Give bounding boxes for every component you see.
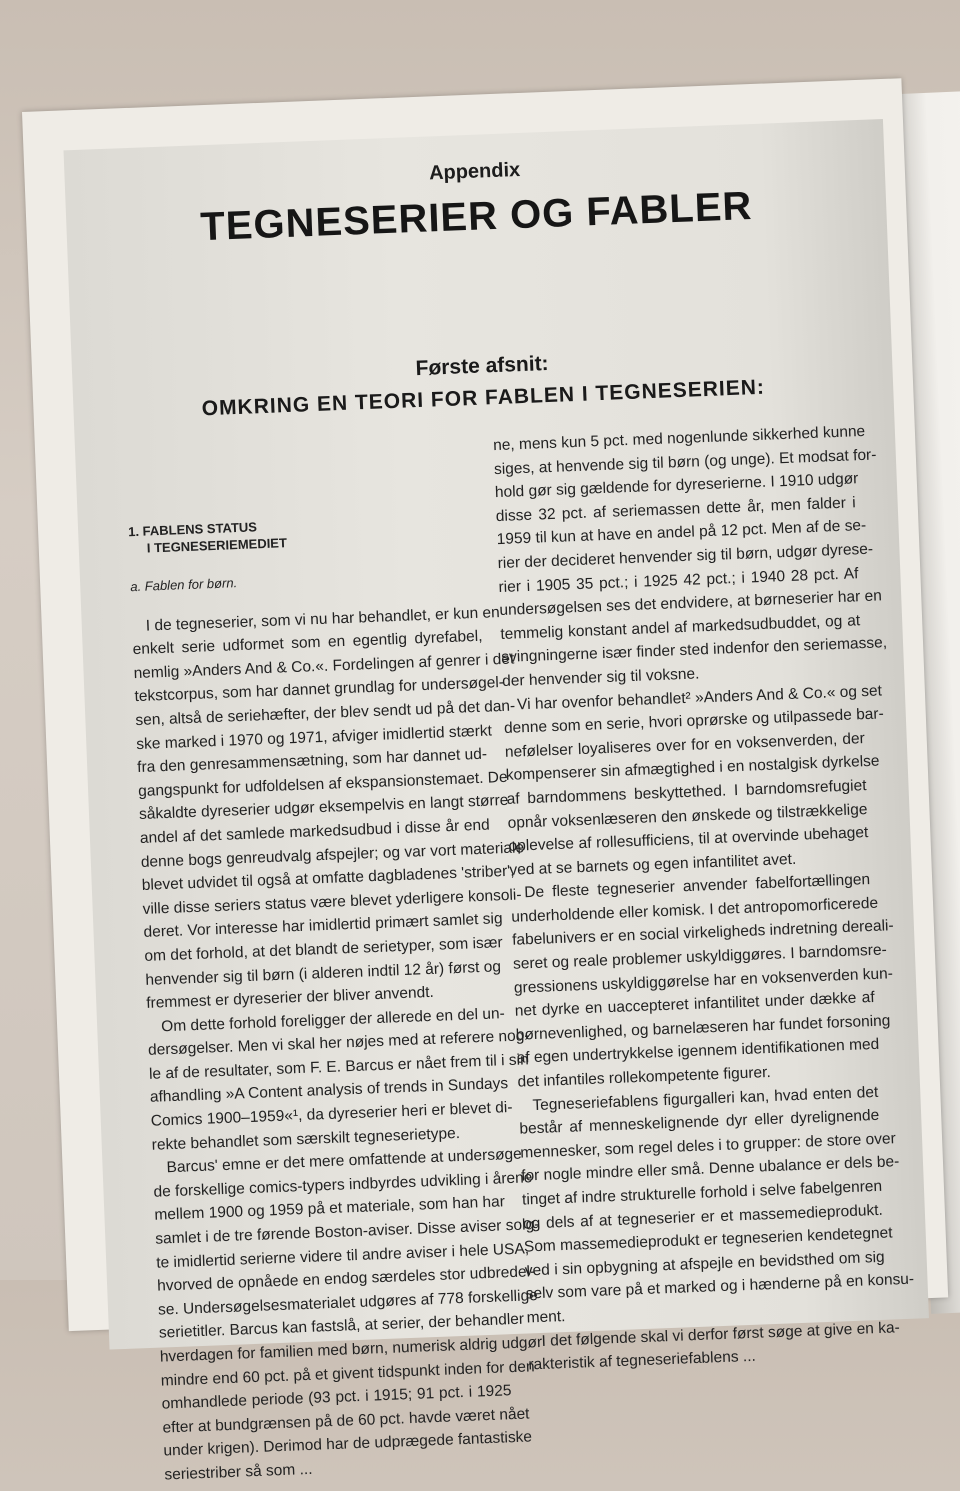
text-line: rekte behandlet som særskilt tegneserietype.: [151, 1124, 461, 1154]
text-line: I det følgende skal vi derfor først søge at give en ka-: [541, 1318, 901, 1350]
appendix-label: Appendix: [428, 158, 521, 185]
text-line: underholdende eller komisk. I det antropomorficerede: [510, 894, 879, 926]
text-line: og dels af at tegneserier er et massemedieprodukt.: [522, 1201, 884, 1233]
text-line: består af menneskelignende dyr eller dyrelignende: [519, 1107, 880, 1138]
text-line: enkelt serie udformet som en egentlig dyrefabel,: [132, 627, 483, 659]
text-line: Vi har ovenfor behandlet² »Anders And & Co.« og set: [516, 681, 883, 713]
text-line: dersøgelser. Men vi skal her nøjes med at referere nog-: [147, 1027, 530, 1060]
text-line: serietitler. Barcus kan fastslå, at serier, der behandler: [158, 1311, 525, 1343]
text-line: rakteristik af tegneseriefablens ...: [528, 1347, 757, 1374]
text-line: Om dette forhold foreligger der allerede en del un-: [160, 1004, 506, 1036]
text-line: seret og reale problemer uskyldiggøres. I barndomsre-: [512, 941, 888, 973]
page-title: TEGNESERIER OG FABLER: [199, 184, 754, 250]
text-line: denne bogs genreudvalg afspejler; og var vort materiale: [140, 838, 525, 871]
text-line: te imidlertid serierne videre til andre aviser i hele USA,: [155, 1240, 530, 1272]
text-line: nemlig »Anders And & Co.«. Fordelingen af genrer i det: [133, 650, 515, 682]
text-line: net dyrke en uaccepteret infantilitet under dække af: [514, 989, 875, 1020]
text-line: af egen undertrykkelse igennem identifikationen med: [516, 1036, 880, 1068]
paragraph: [147, 1002, 530, 1157]
text-line: om det forhold, at det blandt de serietyper, som især: [144, 934, 503, 965]
text-line: andel af det samlede markedsudbud i disse år end: [139, 816, 491, 847]
text-line: mindre end 60 pct. på et givent tidspunkt inden for den: [160, 1357, 535, 1390]
text-line: mellem 1900 og 1959 på et materiale, som han har: [154, 1193, 506, 1225]
text-line: gressionens uskyldiggørelse har en voksenverden kun-: [513, 964, 894, 997]
text-line: undersøgelsen ses det endvidere, at børneserier har en: [499, 587, 883, 620]
text-line: Comics 1900–1959«¹, da dyreserier heri er blevet di-: [150, 1098, 513, 1130]
text-line: fra den genresammensætning, som har dannet ud-: [136, 745, 488, 777]
text-line: af barndommens beskyttethed. I barndomsrefugiet: [506, 776, 867, 808]
chapter-heading-line2: I TEGNESERIEMEDIET: [146, 535, 288, 556]
text-line: ne, mens kun 5 pct. med nogenlunde sikkerhed kunne: [492, 422, 866, 455]
subsection-heading: a. Fablen for børn.: [130, 575, 238, 595]
text-line: tekstcorpus, som har dannet grundlag for undersøgel-: [134, 674, 505, 706]
section-heading: OMKRING EN TEORI FOR FABLEN I TEGNESERIEN:: [201, 375, 766, 421]
text-line: Barcus' emne er det mere omfattende at undersøge: [166, 1145, 523, 1177]
text-line: rier der decideret henvender sig til børn, udgør dyrese-: [497, 540, 874, 573]
text-line: seriestriber så som ...: [164, 1460, 313, 1484]
text-line: ved at se barnets og egen infantilitet avet.: [509, 850, 797, 879]
left-column: [127, 510, 543, 1487]
text-line: under krigen). Derimod har de udprægede fantastiske: [163, 1428, 533, 1460]
text-line: svingningerne især finder sted indenfor den seriemasse,: [500, 634, 888, 667]
text-line: disse 32 pct. af seriemassen dette år, men falder i: [495, 494, 856, 525]
text-line: henvender sig til børn (i alderen indtil 12 år) først og: [145, 957, 502, 989]
text-line: børnevenlighed, og barnelæseren har fundet forsoning: [515, 1012, 891, 1044]
text-line: Tegneseriefablens figurgalleri kan, hvad enten det: [532, 1083, 879, 1114]
text-line: oplevelse af rollesufficiens, til at overvinde ubehaget: [508, 824, 869, 855]
text-line: samlet i de tre førende Boston-aviser. Disse aviser solg-: [155, 1215, 540, 1248]
text-line: De fleste tegneserier anvender fabelfortællingen: [524, 871, 871, 902]
text-line: for nogle mindre eller små. Denne ubalance er dels be-: [520, 1153, 900, 1186]
text-line: denne som en serie, hvori oprørske og utilpassede bar-: [503, 705, 885, 738]
text-line: I de tegneserier, som vi nu har behandlet, er kun en: [145, 603, 501, 635]
text-line: ville disse seriers status være blevet yderligere konsoli-: [142, 886, 522, 918]
text-line: hold gør sig gældende for dyreserierne. I 1910 udgør: [494, 470, 859, 502]
text-line: fabelunivers er en social virkeligheds indretning dereali-: [511, 917, 894, 950]
text-line: ment.: [526, 1308, 566, 1327]
paragraph: [131, 601, 525, 1015]
paragraph: [518, 1080, 915, 1330]
text-line: hvorved de opnåede en endog særdeles stor udbredel-: [156, 1263, 536, 1295]
text-line: selv som vare på et marked og i hænderne på en konsu-: [525, 1270, 915, 1303]
text-line: der henvender sig til voksne.: [501, 665, 700, 690]
paragraph: [510, 868, 894, 1094]
text-line: deret. Vor interesse har imidlertid primært samlet sig: [143, 910, 503, 942]
text-line: fremmest er dyreserier der bliver anvendt.: [145, 983, 435, 1012]
text-line: opnår voksenlæseren den ønskede og tilstrækkelige: [507, 800, 868, 832]
book: [22, 78, 948, 1484]
text-line: efter at bundgrænsen på de 60 pct. havde været nået: [162, 1405, 530, 1437]
text-line: Som massemedieprodukt er tegneserien kendetegnet: [523, 1224, 893, 1256]
text-line: hverdagen for familien med børn, numerisk aldrig udgør: [159, 1333, 543, 1366]
text-line: rier i 1905 35 pct.; i 1925 42 pct.; i 1940 28 pct. Af: [498, 564, 859, 596]
paragraph: [492, 420, 888, 693]
text-line: blevet udvidet til også at omfatte dagbladenes 'striber',: [141, 862, 515, 895]
text-line: ved i sin opbygning at afspejle en bevidsthed om sig: [524, 1248, 885, 1280]
section-subtitle: Første afsnit:: [415, 351, 549, 381]
text-line: mennesker, som regel deles i to grupper: de store over: [520, 1130, 897, 1162]
text-line: nefølelser loyaliseres over for en voksenverden, der: [504, 729, 865, 761]
text-line: tinget af indre strukturelle forhold i selve fabelgenren: [521, 1177, 883, 1209]
text-line: siges, at henvende sig til børn (og unge). Et modsat for-: [493, 446, 877, 478]
text-line: se. Undersøgelsesmaterialet udgøres af 778 forskellige: [157, 1286, 539, 1319]
text-line: det infantiles rollekompetente figurer.: [517, 1064, 772, 1091]
right-column: [492, 420, 915, 1377]
paragraph: [503, 680, 885, 882]
chapter-heading: 1. FABLENS STATUS: [127, 519, 258, 540]
text-line: de forskellige comics-typers indbyrdes udvikling i årene: [153, 1169, 533, 1201]
text-line: kompenserer sin afmægtighed i en nostalgisk dyrkelse: [505, 752, 880, 785]
text-line: le af de resultater, som F. E. Barcus er nået frem til i sin: [148, 1051, 529, 1083]
text-line: gangspunkt for udfoldelsen af ekspansionstemaet. De: [137, 768, 508, 800]
text-line: omhandlede periode (93 pct. i 1915; 91 pct. i 1925: [161, 1382, 512, 1413]
text-line: såkaldte dyreserier udgør eksempelvis en langt større: [138, 792, 509, 824]
text-line: 1959 til kun at have en andel på 12 pct. Men af de se-: [496, 517, 867, 549]
book-page: [64, 119, 929, 1484]
text-line: temmelig konstant andel af markedsudbuddet, og at: [500, 611, 861, 643]
text-line: ske marked i 1970 og 1971, afviger imidlertid stærkt: [136, 721, 493, 753]
text-line: sen, altså de seriehæfter, der blev sendt ud på det dan-: [135, 697, 516, 730]
paragraph: [152, 1144, 543, 1488]
text-line: afhandling »A Content analysis of trends in Sundays: [149, 1075, 509, 1107]
